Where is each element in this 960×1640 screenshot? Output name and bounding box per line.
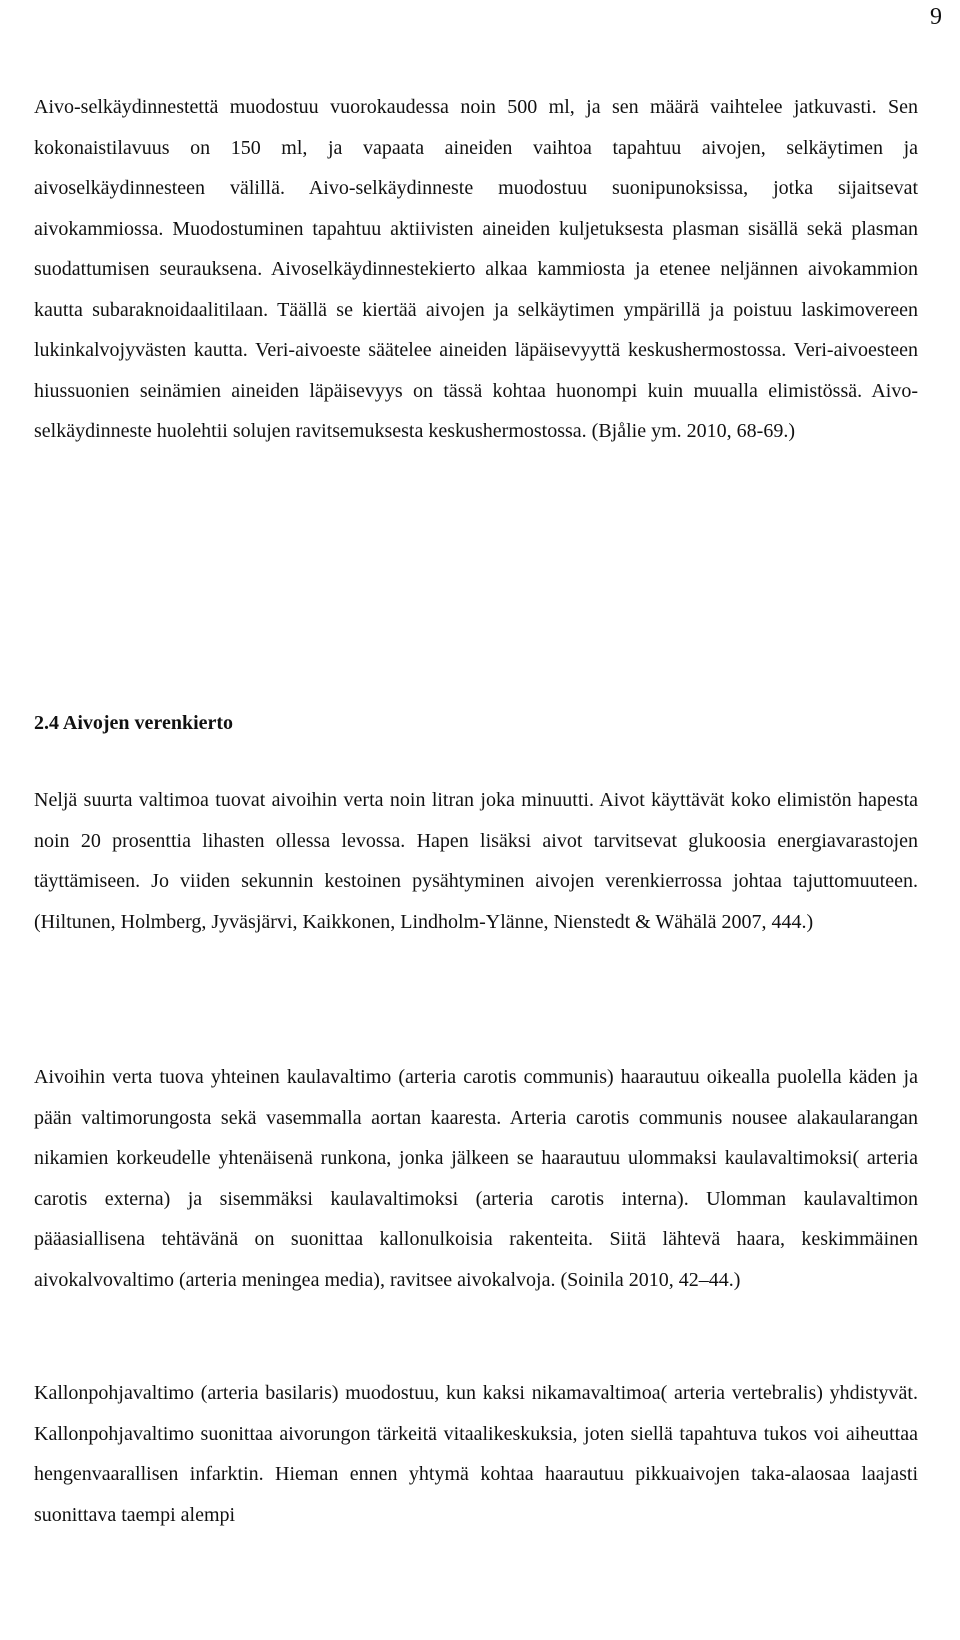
paragraph-cerebrospinal-fluid: Aivo-selkäydinnestettä muodostuu vuorokaudessa noin 500 ml, ja sen määrä vaihtelee jatkuvasti. Sen kokonaistilavuus on 150 ml, ja vapaata aineiden vaihtoa tapahtuu aivojen, selkäytimen ja aivoselkäydinnesteen välillä. Aivo-selkäydinneste muodostuu suonipunoksissa, jotka sijaitsevat aivokammiossa. Muodostuminen tapahtuu aktiivisten aineiden kuljetuksesta plasman sisällä sekä plasman suodattumisen seurauksena. Aivoselkäydinnestekierto alkaa kammiosta ja etenee neljännen aivokammion kautta subaraknoidaalitilaan. Täällä se kiertää aivojen ja selkäytimen ympärillä ja poistuu laskimovereen lukinkalvojyvästen kautta. Veri-aivoeste säätelee aineiden läpäisevyyttä keskushermostossa. Veri-aivoesteen hiussuonien seinämien aineiden läpäisevyys on tässä kohtaa huonompi kuin muualla elimistössä. Aivo-selkäydinneste huolehtii solujen ravitsemuksesta keskushermostossa. (Bjålie ym. 2010, 68-69.) (34, 96, 918, 442)
paragraph-basilar-artery: Kallonpohjavaltimo (arteria basilaris) muodostuu, kun kaksi nikamavaltimoa( arteria vertebralis) yhdistyvät. Kallonpohjavaltimo suonittaa aivorungon tärkeitä vitaalikeskuksia, joten siellä tapahtuva tukos voi aiheuttaa hengenvaarallisen infarktin. Hieman ennen yhtymä kohtaa haarautuu pikkuaivojen taka-alaosaa laajasti suonittava taempi alempi (34, 1382, 918, 1526)
section-heading: 2.4 Aivojen verenkierto (34, 712, 234, 734)
page-number: 9 (930, 4, 942, 30)
paragraph-brain-circulation: Neljä suurta valtimoa tuovat aivoihin verta noin litran joka minuutti. Aivot käyttävät koko elimistön hapesta noin 20 prosenttia lihasten ollessa levossa. Hapen lisäksi aivot tarvitsevat glukoosia energiavarastojen täyttämiseen. Jo viiden sekunnin kestoinen pysähtyminen aivojen verenkierrossa johtaa tajuttomuuteen. (Hiltunen, Holmberg, Jyväsjärvi, Kaikkonen, Lindholm-Ylänne, Nienstedt & Wähälä 2007, 444.) (34, 789, 918, 933)
paragraph-carotid-artery: Aivoihin verta tuova yhteinen kaulavaltimo (arteria carotis communis) haarautuu oikealla puolella käden ja pään valtimorungosta sekä vasemmalla aortan kaaresta. Arteria carotis communis nousee alakaularangan nikamien korkeudelle yhtenäisenä runkona, jonka jälkeen se haarautuu ulommaksi kaulavaltimoksi( arteria carotis externa) ja sisemmäksi kaulavaltimoksi (arteria carotis interna). Ulomman kaulavaltimon pääasiallisena tehtävänä on suonittaa kallonulkoisia rakenteita. Siitä lähtevä haara, keskimmäinen aivokalvovaltimo (arteria meningea media), ravitsee aivokalvoja. (Soinila 2010, 42–44.) (34, 1066, 918, 1291)
